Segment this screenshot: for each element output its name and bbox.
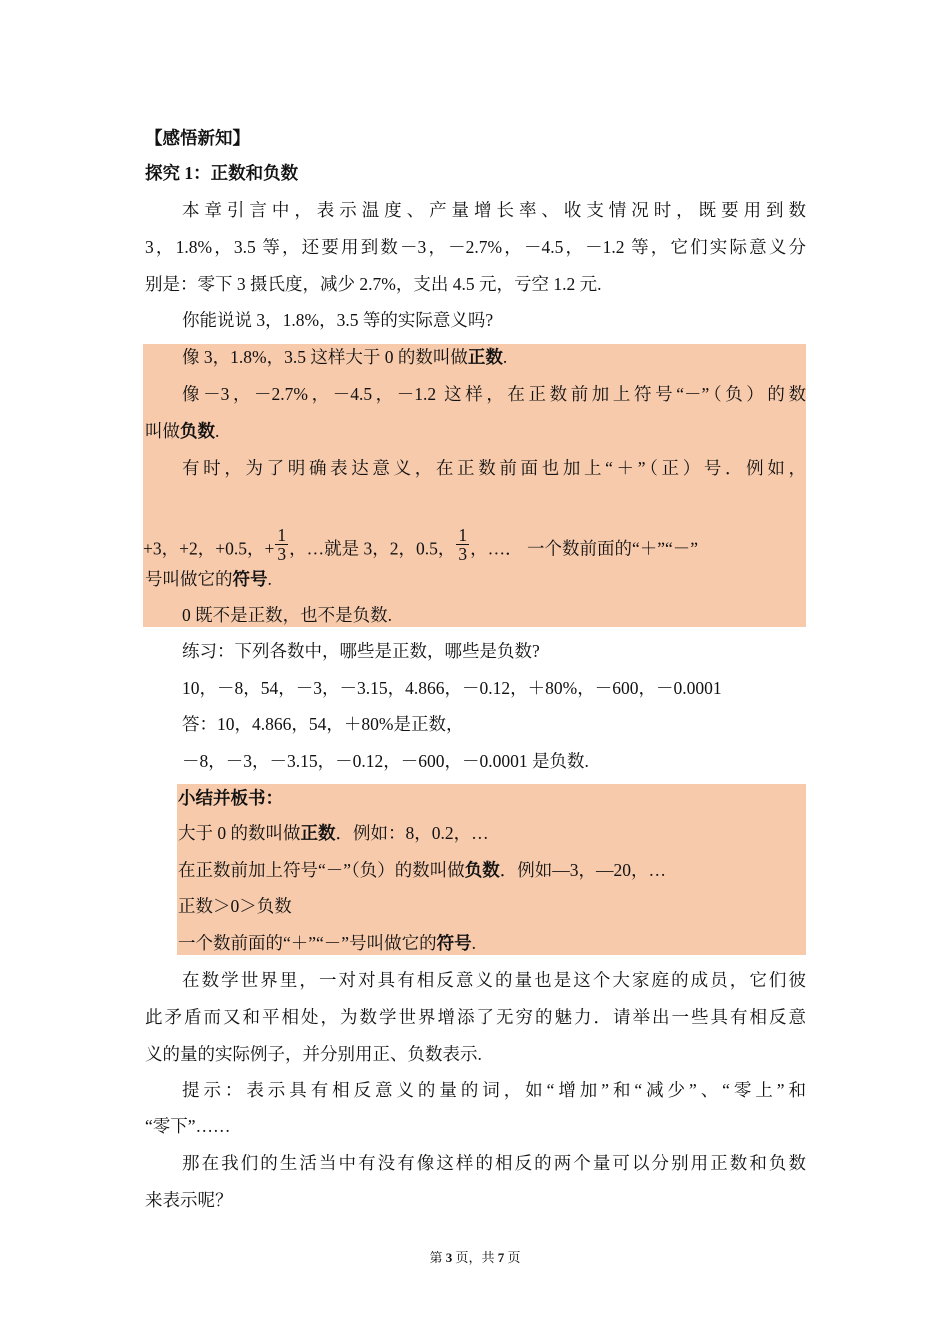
summary-line — [178, 859, 839, 881]
hint-line: 提示：表示具有相反意义的量的词，如“增加”和“减少”、“零上”和 — [182, 1080, 806, 1100]
denominator: 3 — [277, 544, 287, 564]
paragraph-line: 此矛盾而又和平相处，为数学世界增添了无穷的魅力．请举出一些具有相反意 — [145, 1007, 806, 1027]
numerator: 1 — [458, 525, 468, 545]
paragraph-line: 那在我们的生活当中有没有像这样的相反的两个量可以分别用正数和负数 — [182, 1153, 806, 1173]
text: ，…就是 3，2，0.5， — [289, 538, 456, 559]
paragraph-line: 来表示呢？ — [145, 1190, 233, 1210]
text: 叫做 — [145, 421, 180, 441]
summary-line: 正数＞0＞负数 — [178, 896, 292, 916]
sign-term-line — [145, 568, 806, 590]
fraction-one-third — [275, 526, 288, 563]
summary-title: 小结并板书： — [178, 788, 283, 808]
term-sign: 符号 — [232, 569, 268, 589]
paragraph-line: 在数学世界里，一对对具有相反意义的量也是这个大家庭的成员，它们彼 — [182, 970, 806, 990]
text: 页，共 — [452, 1250, 498, 1265]
paragraph-line: 3，1.8%，3.5 等，还要用到数－3，－2.7%，－4.5，－1.2 等，它们实际意义分 — [145, 237, 806, 257]
denominator: 3 — [458, 544, 468, 564]
text: +3，+2，+0.5，+ — [143, 538, 275, 559]
paragraph-line: 义的量的实际例子，并分别用正、负数表示. — [145, 1044, 482, 1064]
text: . — [215, 421, 220, 441]
text: ，…． 一个数前面的“＋”“－” — [470, 538, 699, 559]
sign-explanation: 有时，为了明确表达意义，在正数前面也加上“＋”（正）号．例如， — [182, 458, 806, 478]
paragraph-line: 本章引言中，表示温度、产量增长率、收支情况时，既要用到数 — [182, 200, 806, 220]
text: ．例如：8，0.2，… — [335, 823, 489, 843]
zero-statement: 0 既不是正数，也不是负数. — [182, 605, 392, 625]
negative-definition-cont — [145, 420, 806, 442]
exercise-answer: －8，－3，－3.15，－0.12，－600，－0.0001 是负数. — [182, 751, 589, 771]
text: ．例如—3，—20，… — [499, 860, 667, 880]
text: 大于 0 的数叫做 — [178, 823, 301, 843]
positive-definition — [145, 346, 806, 368]
question-line: 你能说说 3，1.8%，3.5 等的实际意义吗? — [182, 310, 494, 330]
summary-line — [178, 822, 839, 844]
page-total: 7 — [497, 1250, 505, 1265]
negative-definition: 像－3，－2.7%，－4.5，－1.2 这样，在正数前加上符号“－”（负）的数 — [182, 384, 806, 404]
hint-line: “零下”…… — [145, 1116, 231, 1136]
term-positive: 正数 — [300, 823, 336, 843]
examples-line — [143, 525, 804, 569]
text: . — [267, 569, 272, 589]
exercise-question: 练习：下列各数中，哪些是正数，哪些是负数? — [182, 641, 540, 661]
text: 页 — [504, 1250, 521, 1265]
page-footer — [0, 1247, 950, 1266]
exercise-numbers: 10，－8，54，－3，－3.15，4.866，－0.12，＋80%，－600，－0.0001 — [182, 678, 722, 698]
term-sign: 符号 — [436, 933, 472, 953]
text: 在正数前加上符号“－”（负）的数叫做 — [178, 860, 465, 880]
page-number: 3 — [445, 1250, 453, 1265]
term-negative: 负数 — [180, 421, 215, 441]
section-heading: 【感悟新知】 — [145, 128, 250, 148]
text: 一个数前面的“＋”“－”号叫做它的 — [178, 933, 437, 953]
exercise-answer: 答：10，4.866，54，＋80%是正数， — [182, 714, 464, 734]
text: . — [502, 347, 508, 367]
text: 号叫做它的 — [145, 569, 233, 589]
text: 第 — [429, 1250, 446, 1265]
summary-line — [178, 932, 839, 954]
numerator: 1 — [277, 525, 287, 545]
text: 像 3，1.8%，3.5 这样大于 0 的数叫做 — [182, 347, 468, 367]
term-negative: 负数 — [464, 860, 500, 880]
subheading: 探究 1：正数和负数 — [145, 163, 299, 183]
text: . — [471, 933, 476, 953]
fraction-one-third — [456, 526, 469, 563]
paragraph-line: 别是：零下 3 摄氏度，减少 2.7%，支出 4.5 元，亏空 1.2 元. — [145, 274, 602, 294]
term-positive: 正数 — [467, 347, 503, 367]
